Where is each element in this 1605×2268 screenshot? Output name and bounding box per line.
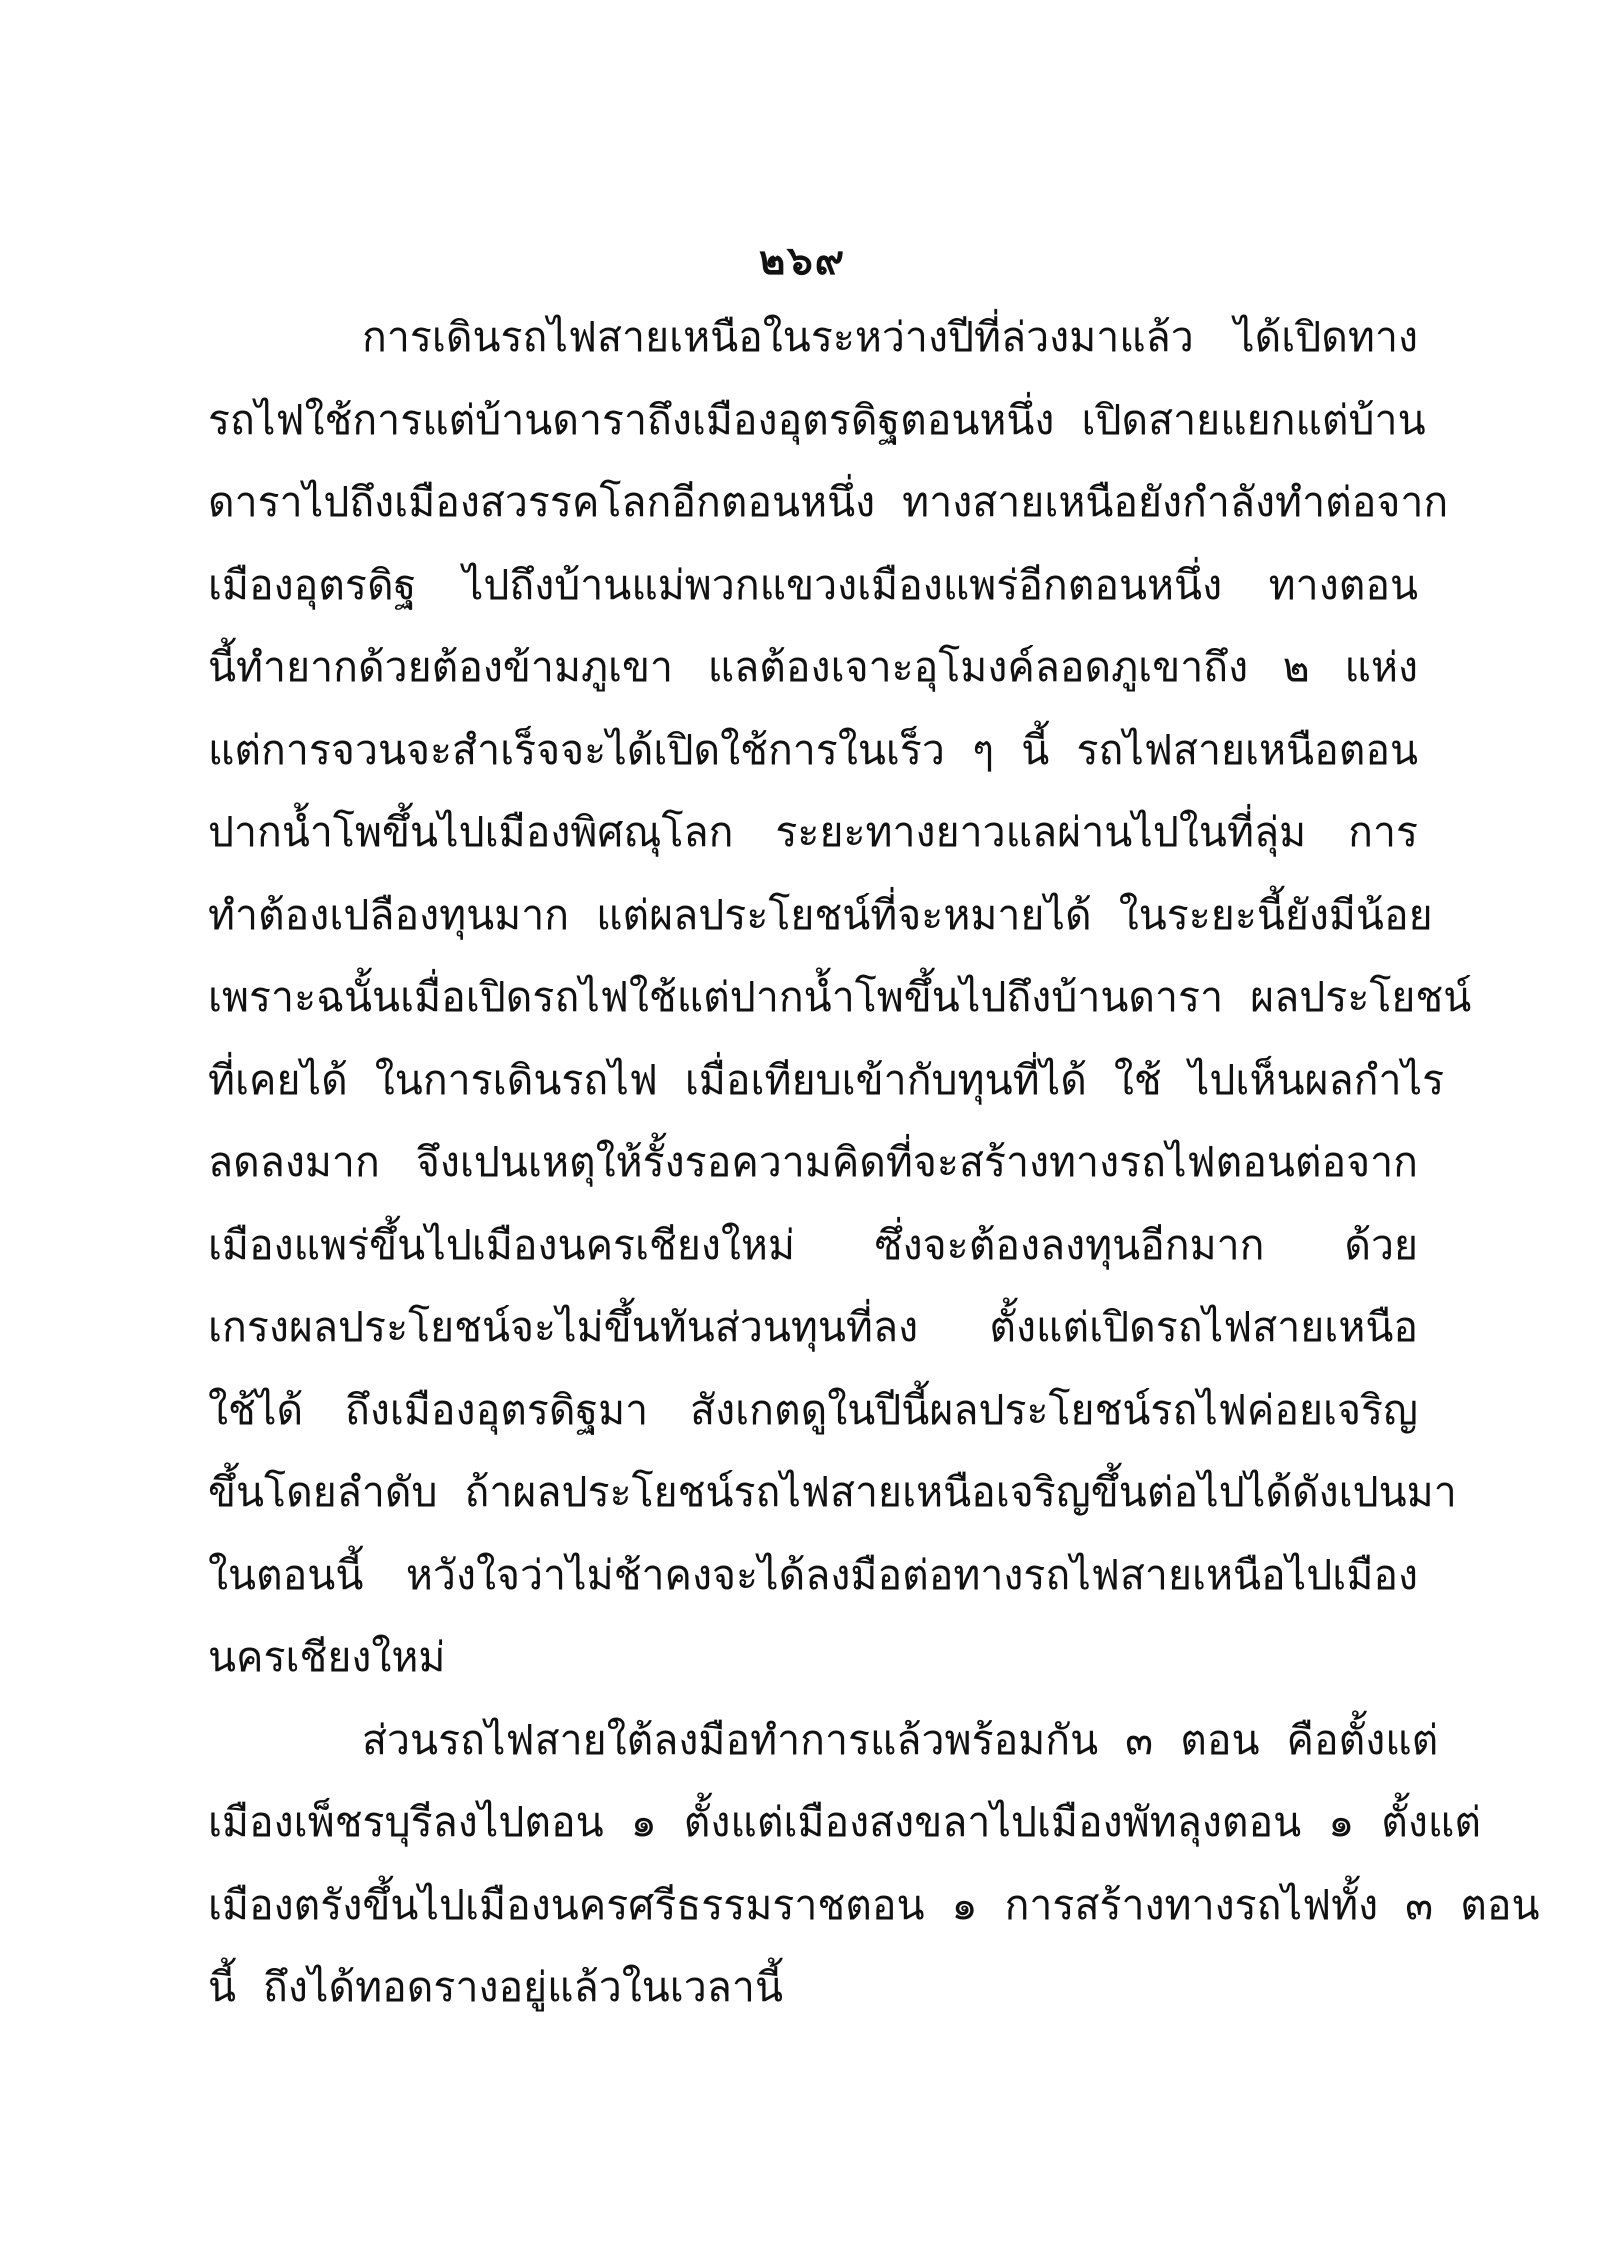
text-line: นครเชียงใหม่ <box>208 1633 446 1681</box>
text-line: เมืองเพ็ชรบุรีลงไปตอน ๑ ตั้งแต่เมืองสงขลาไปเมืองพัทลุงตอน ๑ ตั้งแต่ <box>208 1798 1481 1846</box>
paragraph-2 <box>208 1699 1540 2029</box>
text-line: นี้ ถึงได้ทอดรางอยู่แล้วในเวลานี้ <box>208 1963 783 2011</box>
text-line: เมืองอุตรดิฐ ไปถึงบ้านแม่พวกแขวงเมืองแพร่อีกตอนหนึ่ง ทางตอน <box>208 560 1418 609</box>
page-number: ๒๖๙ <box>758 238 847 284</box>
text-line: ใช้ได้ ถึงเมืองอุตรดิฐมา สังเกตดูในปีนี้ผลประโยชน์รถไฟค่อยเจริญ <box>208 1385 1418 1434</box>
text-line: ส่วนรถไฟสายใต้ลงมือทำการแล้วพร้อมกัน ๓ ตอน คือตั้งแต่ <box>362 1715 1439 1764</box>
paragraph-1 <box>208 296 1472 1699</box>
text-line: ที่เคยได้ ในการเดินรถไฟ เมื่อเทียบเข้ากับทุนที่ได้ ใช้ ไปเห็นผลกำไร <box>208 1055 1445 1104</box>
text-line: เกรงผลประโยชน์จะไม่ขึ้นทันส่วนทุนที่ลง ตั้งแต่เปิดรถไฟสายเหนือ <box>208 1303 1418 1351</box>
text-line: รถไฟใช้การแต่บ้านดาราถึงเมืองอุตรดิฐตอนหนึ่ง เปิดสายแยกแต่บ้าน <box>208 395 1426 444</box>
text-line: การเดินรถไฟสายเหนือในระหว่างปีที่ล่วงมาแล้ว ได้เปิดทาง <box>362 313 1418 361</box>
text-line: เมืองตรังขึ้นไปเมืองนครศรีธรรมราชตอน ๑ การสร้างทางรถไฟทั้ง ๓ ตอน <box>208 1880 1540 1929</box>
text-line: ทำต้องเปลืองทุนมาก แต่ผลประโยชน์ที่จะหมายได้ ในระยะนี้ยังมีน้อย <box>208 890 1433 939</box>
text-line: แต่การจวนจะสำเร็จจะได้เปิดใช้การในเร็ว ๆ นี้ รถไฟสายเหนือตอน <box>208 725 1418 774</box>
body-text <box>208 296 1540 2029</box>
text-line: นี้ทำยากด้วยต้องข้ามภูเขา แลต้องเจาะอุโมงค์ลอดภูเขาถึง ๒ แห่ง <box>208 643 1418 691</box>
text-line: ลดลงมาก จึงเปนเหตุให้รั้งรอความคิดที่จะสร้างทางรถไฟตอนต่อจาก <box>208 1138 1418 1186</box>
text-line: ปากน้ำโพขึ้นไปเมืองพิศณุโลก ระยะทางยาวแลผ่านไปในที่ลุ่ม การ <box>208 808 1418 856</box>
text-line: ดาราไปถึงเมืองสวรรคโลกอีกตอนหนึ่ง ทางสายเหนือยังกำลังทำต่อจาก <box>208 478 1449 526</box>
text-line: เพราะฉนั้นเมื่อเปิดรถไฟใช้แต่ปากน้ำโพขึ้นไปถึงบ้านดารา ผลประโยชน์ <box>208 973 1472 1021</box>
text-line: ขึ้นโดยลำดับ ถ้าผลประโยชน์รถไฟสายเหนือเจริญขึ้นต่อไปได้ดังเปนมา <box>208 1468 1457 1516</box>
text-line: เมืองแพร่ขึ้นไปเมืองนครเชียงใหม่ ซึ่งจะต้องลงทุนอีกมาก ด้วย <box>208 1220 1418 1269</box>
text-line: ในตอนนี้ หวังใจว่าไม่ช้าคงจะได้ลงมือต่อทางรถไฟสายเหนือไปเมือง <box>208 1550 1418 1599</box>
